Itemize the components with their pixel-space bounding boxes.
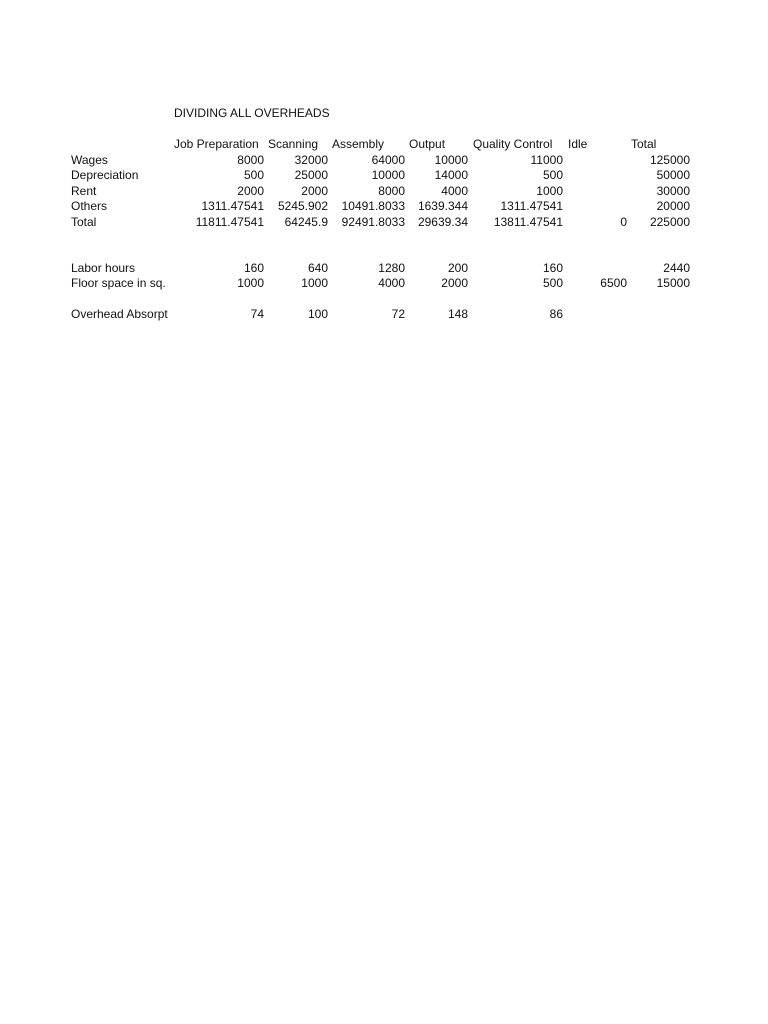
col-header-quality-control: Quality Control [473, 137, 553, 151]
cell-scanning: 1000 [301, 276, 328, 290]
cell-quality-control: 1311.47541 [500, 199, 563, 213]
cell-assembly: 1280 [378, 261, 405, 275]
cell-quality-control: 160 [542, 261, 563, 275]
cell-job-preparation: 2000 [237, 184, 264, 198]
cell-scanning: 2000 [301, 184, 328, 198]
table-row-floor-space [0, 276, 768, 291]
cell-total: 30000 [656, 184, 690, 198]
cell-assembly: 10491.8033 [341, 199, 405, 213]
cell-idle: 6500 [600, 276, 627, 290]
cell-total: 20000 [656, 199, 690, 213]
cell-quality-control: 500 [542, 276, 563, 290]
cell-job-preparation: 1311.47541 [201, 199, 264, 213]
row-label: Overhead Absorpt [71, 307, 168, 321]
row-label: Floor space in sq. [71, 276, 166, 290]
row-label: Labor hours [71, 261, 136, 275]
col-header-assembly: Assembly [332, 137, 385, 151]
cell-job-preparation: 11811.47541 [195, 215, 264, 229]
cell-job-preparation: 8000 [237, 153, 264, 167]
cell-quality-control: 11000 [530, 153, 563, 167]
row-label: Others [71, 199, 108, 213]
table-row-wages [0, 153, 768, 168]
row-label: Total [71, 215, 97, 229]
cell-scanning: 64245.9 [284, 215, 328, 229]
cell-assembly: 10000 [371, 168, 405, 182]
cell-job-preparation: 500 [243, 168, 264, 182]
col-header-output: Output [409, 137, 446, 151]
col-header-total: Total [631, 137, 657, 151]
table-row-depreciation [0, 168, 768, 183]
cell-total: 50000 [656, 168, 690, 182]
cell-job-preparation: 1000 [237, 276, 264, 290]
table-row-others [0, 199, 768, 214]
col-header-idle: Idle [568, 137, 588, 151]
cell-idle: 0 [620, 215, 627, 229]
cell-scanning: 32000 [294, 153, 328, 167]
cell-output: 10000 [434, 153, 468, 167]
sheet-title: DIVIDING ALL OVERHEADS [174, 106, 330, 120]
cell-total: 15000 [656, 276, 690, 290]
col-header-job-preparation: Job Preparation [174, 137, 259, 151]
row-label: Wages [71, 153, 108, 167]
cell-total: 2440 [663, 261, 690, 275]
table-row-labor-hours [0, 261, 768, 276]
cell-assembly: 64000 [371, 153, 405, 167]
cell-output: 148 [447, 307, 468, 321]
cell-assembly: 72 [391, 307, 405, 321]
cell-scanning: 25000 [294, 168, 328, 182]
cell-scanning: 5245.902 [277, 199, 328, 213]
cell-quality-control: 500 [542, 168, 563, 182]
cell-assembly: 4000 [378, 276, 405, 290]
table-row-rent [0, 184, 768, 199]
cell-quality-control: 1000 [536, 184, 563, 198]
cell-output: 1639.344 [417, 199, 468, 213]
cell-output: 200 [447, 261, 468, 275]
row-label: Depreciation [71, 168, 139, 182]
cell-quality-control: 13811.47541 [493, 215, 563, 229]
cell-total: 125000 [649, 153, 690, 167]
col-header-scanning: Scanning [268, 137, 319, 151]
header-row [0, 137, 768, 152]
row-label: Rent [71, 184, 97, 198]
cell-output: 2000 [441, 276, 468, 290]
cell-output: 4000 [441, 184, 468, 198]
cell-job-preparation: 160 [243, 261, 264, 275]
cell-total: 225000 [649, 215, 690, 229]
table-row-total [0, 215, 768, 230]
cell-quality-control: 86 [549, 307, 563, 321]
cell-assembly: 92491.8033 [341, 215, 405, 229]
cell-output: 14000 [434, 168, 468, 182]
table-row-overhead-absorption [0, 307, 768, 322]
cell-job-preparation: 74 [250, 307, 264, 321]
cell-scanning: 100 [307, 307, 328, 321]
cell-output: 29639.34 [417, 215, 468, 229]
cell-scanning: 640 [307, 261, 328, 275]
cell-assembly: 8000 [378, 184, 405, 198]
